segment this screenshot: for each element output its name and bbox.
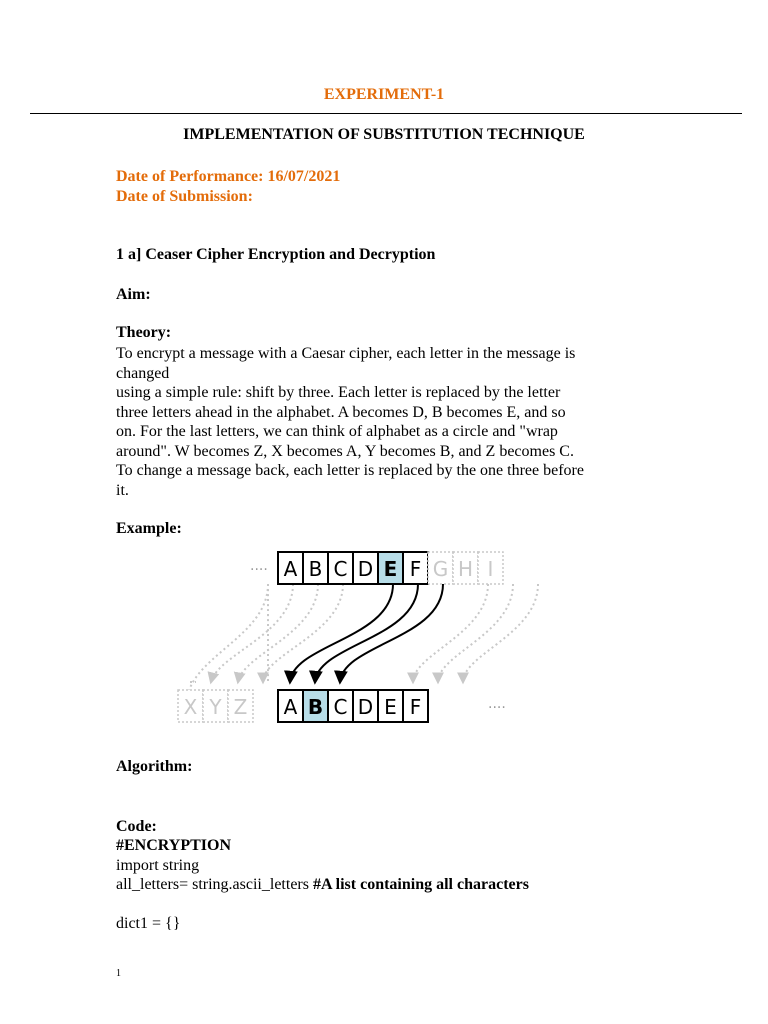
letter-label: C xyxy=(333,695,348,719)
code-import-line: import string xyxy=(116,857,200,874)
letter-label: A xyxy=(283,695,298,719)
bottom-ellipsis: ···· xyxy=(488,700,506,716)
letter-label: B xyxy=(307,695,324,719)
theory-text xyxy=(116,344,584,500)
letter-label: E xyxy=(384,695,397,719)
letter-label: B xyxy=(308,557,323,581)
letter-label: Y xyxy=(209,695,222,719)
algorithm-label: Algorithm: xyxy=(116,758,193,775)
example-label: Example: xyxy=(116,520,182,537)
encryption-comment: #ENCRYPTION xyxy=(116,837,231,854)
document-title: IMPLEMENTATION OF SUBSTITUTION TECHNIQUE xyxy=(183,126,585,143)
letter-label: I xyxy=(487,557,494,581)
letter-label: E xyxy=(383,557,398,581)
theory-line: around". W becomes Z, X becomes A, Y becomes B, and Z becomes C. xyxy=(116,442,574,460)
theory-line: changed xyxy=(116,364,170,382)
letter-label: Z xyxy=(233,695,248,719)
code-all-letters-line xyxy=(116,876,529,894)
cipher-alphabet-faded xyxy=(178,690,253,722)
letter-label: F xyxy=(409,557,422,581)
code-all-letters: all_letters= string.ascii_letters xyxy=(116,876,313,893)
caesar-shift-diagram xyxy=(183,544,588,730)
code-label: Code: xyxy=(116,818,157,835)
letter-label: C xyxy=(333,557,348,581)
letter-label: H xyxy=(457,557,474,581)
code-dict-line: dict1 = {} xyxy=(116,915,181,932)
theory-line: using a simple rule: shift by three. Each letter is replaced by the letter xyxy=(116,384,561,401)
plain-alphabet-faded xyxy=(428,552,503,584)
page-number: 1 xyxy=(116,968,121,979)
theory-line: To encrypt a message with a Caesar cipher, each letter in the message is xyxy=(116,345,576,362)
code-comment: #A list containing all characters xyxy=(312,876,529,893)
date-of-performance: Date of Performance: 16/07/2021 xyxy=(116,168,341,185)
letter-label: G xyxy=(432,557,449,581)
theory-line: on. For the last letters, we can think of alphabet as a circle and "wrap xyxy=(116,423,558,440)
faded-connectors xyxy=(188,584,538,694)
top-ellipsis: ···· xyxy=(250,562,268,578)
theory-line: To change a message back, each letter is replaced by the one three before xyxy=(116,462,584,479)
aim-label: Aim: xyxy=(116,286,151,303)
cipher-alphabet-row xyxy=(278,690,428,722)
experiment-title: EXPERIMENT-1 xyxy=(323,86,445,103)
date-of-submission: Date of Submission: xyxy=(116,188,253,205)
theory-line: it. xyxy=(116,481,129,499)
plain-alphabet-row xyxy=(278,552,428,584)
letter-label: D xyxy=(357,557,374,581)
letter-label: X xyxy=(183,695,198,719)
theory-label: Theory: xyxy=(116,324,172,341)
theory-line: three letters ahead in the alphabet. A becomes D, B becomes E, and so xyxy=(116,403,566,421)
letter-label: F xyxy=(409,695,422,719)
section-heading: 1 a] Ceaser Cipher Encryption and Decryption xyxy=(116,246,436,263)
letter-label: A xyxy=(283,557,298,581)
letter-label: D xyxy=(357,695,374,719)
header-rule xyxy=(30,113,742,114)
